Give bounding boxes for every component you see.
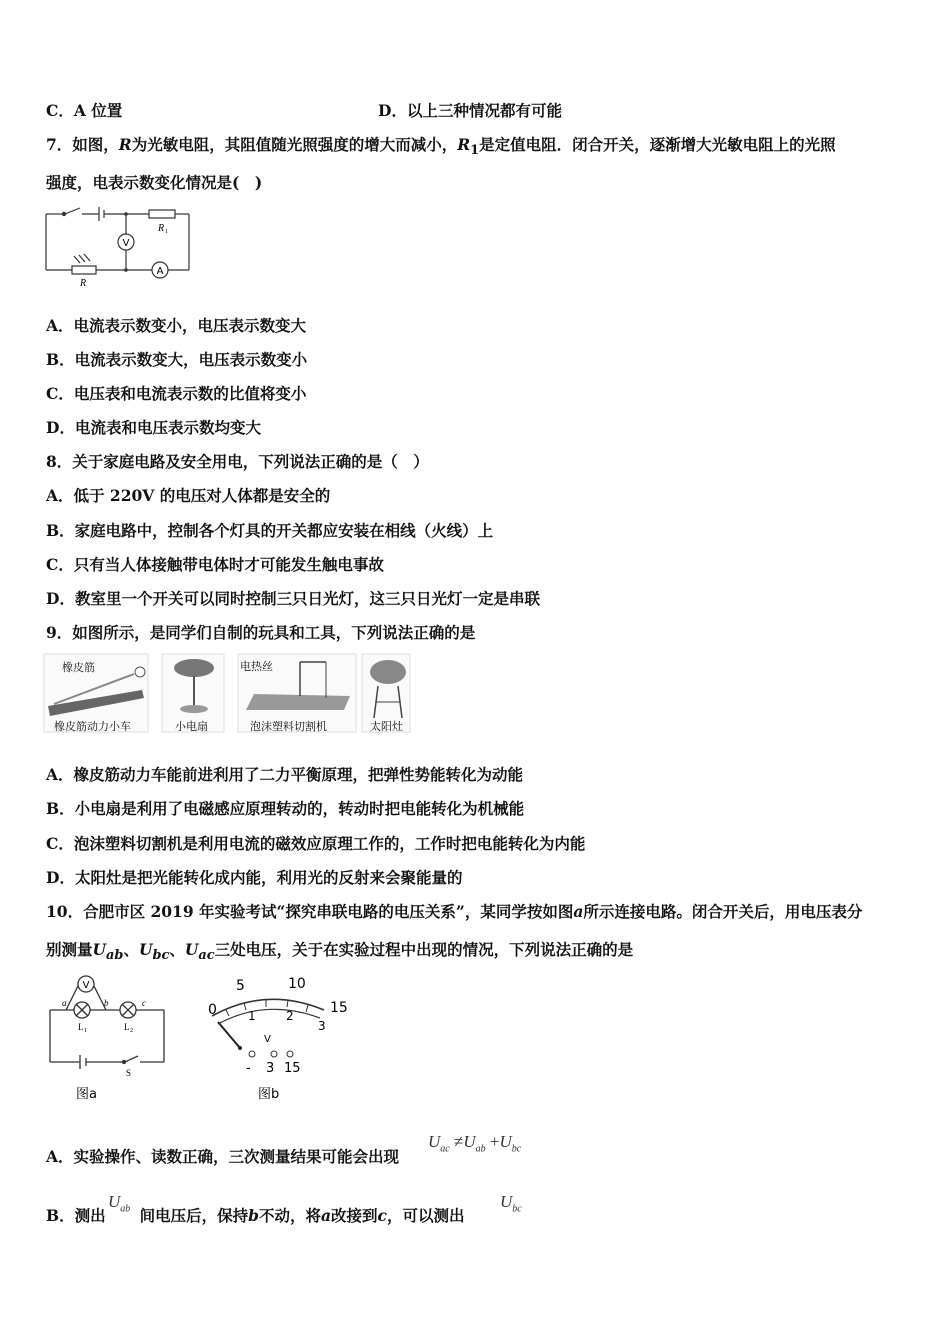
q8-option-a bbox=[46, 486, 330, 506]
q7-option-c-text: C．电压表和电流表示数的比值将变小 bbox=[46, 384, 307, 403]
q10-opt-b-part5: ，可以测出 bbox=[387, 1206, 465, 1225]
q10-fig-a-point-c: c bbox=[142, 998, 146, 1008]
q10-fig-b-tick-0: 0 bbox=[208, 1002, 217, 1018]
q10-opt-b-part3: 不动，将 bbox=[258, 1206, 321, 1225]
q10-opt-a-sub-ac: ac bbox=[440, 1143, 450, 1155]
q10-stem-prefix: 10．合肥市区 2019 年实验考试“探究串联电路的电压关系”，某同学按如图 bbox=[46, 902, 574, 921]
q10-fig-b-tick-5: 5 bbox=[236, 978, 245, 994]
q9-caption-foam-cutter: 泡沫塑料切割机 bbox=[250, 720, 327, 733]
q10-opt-b-part1: B．测出 bbox=[46, 1206, 106, 1225]
q10-opt-a-u-bc: U bbox=[499, 1132, 512, 1151]
q9-option-b bbox=[46, 799, 524, 819]
q10-opt-a-neq: ≠ bbox=[453, 1132, 464, 1151]
q10-opt-a-u-ab: U bbox=[463, 1132, 476, 1151]
q7-stem-r1: R bbox=[457, 135, 471, 154]
q10-opt-a-sub-bc: bc bbox=[511, 1143, 522, 1155]
q7-r1-label: R bbox=[158, 223, 165, 234]
q10-stem-line1 bbox=[46, 902, 862, 922]
q10-fig-a-point-b: b bbox=[104, 998, 109, 1008]
q7-stem-r1-sub: 1 bbox=[470, 143, 480, 159]
q7-option-c bbox=[46, 384, 306, 404]
q7-stem-r: R bbox=[118, 135, 132, 154]
q9-caption-car: 橡皮筋动力小车 bbox=[54, 720, 131, 733]
q6-option-c-text: C．A 位置 bbox=[46, 101, 123, 120]
q8-option-d-text: D．教室里一个开关可以同时控制三只日光灯，这三只日光灯一定是串联 bbox=[46, 589, 540, 608]
q9-option-b-text: B．小电扇是利用了电磁感应原理转动的，转动时把电能转化为机械能 bbox=[46, 799, 525, 818]
q10-stem2-prefix: 别测量 bbox=[46, 940, 93, 959]
q10-fig-b-terminal-neg: - bbox=[246, 1061, 251, 1076]
q7-stem-suffix: 是定值电阻．闭合开关，逐渐增大光敏电阻上的光照 bbox=[479, 135, 836, 154]
q10-opt-a-u-ac: U bbox=[428, 1132, 441, 1151]
q10-stem-suffix: 所示连接电路。闭合开关后，用电压表分 bbox=[583, 902, 863, 921]
q10-option-a-formula bbox=[428, 1132, 521, 1154]
q8-option-a-text: A．低于 220V 的电压对人体都是安全的 bbox=[46, 486, 331, 505]
q7-option-b bbox=[46, 350, 307, 370]
q7-r-label: R bbox=[80, 278, 87, 289]
q9-option-a bbox=[46, 765, 523, 785]
q6-option-d bbox=[378, 101, 562, 121]
q10-fig-b-tick-3: 3 bbox=[318, 1019, 326, 1033]
q7-circuit-diagram bbox=[44, 204, 194, 290]
q9-caption-fan: 小电扇 bbox=[175, 720, 208, 733]
q10-stem2-suffix: 三处电压，关于在实验过程中出现的情况，下列说法正确的是 bbox=[214, 940, 634, 959]
q10-u2: U bbox=[138, 940, 153, 959]
q7-stem-line2-text: 强度，电表示数变化情况是( ) bbox=[46, 173, 263, 192]
q10-option-b-u-ab bbox=[108, 1192, 130, 1214]
q7-stem-line2 bbox=[46, 173, 262, 193]
q6-option-c bbox=[46, 101, 122, 121]
q10-opt-b-u-bc: U bbox=[500, 1192, 513, 1211]
q10-fig-a-caption: 图a bbox=[76, 1087, 97, 1102]
q8-option-b-text: B．家庭电路中，控制各个灯具的开关都应安装在相线（火线）上 bbox=[46, 521, 494, 540]
q9-stem-text: 9．如图所示，是同学们自制的玩具和工具，下列说法正确的是 bbox=[46, 623, 476, 642]
q10-u1: U bbox=[92, 940, 107, 959]
q7-stem-line1 bbox=[46, 135, 836, 161]
q10-opt-b-b: b bbox=[248, 1206, 259, 1225]
q9-option-c-text: C．泡沫塑料切割机是利用电流的磁效应原理工作的，工作时把电能转化为内能 bbox=[46, 834, 586, 853]
q10-fig-b-terminal-3: 3 bbox=[266, 1061, 275, 1076]
q7-voltmeter-label: V bbox=[122, 238, 130, 249]
q10-fig-a-switch-label: S bbox=[126, 1068, 132, 1078]
q7-option-b-text: B．电流表示数变大，电压表示数变小 bbox=[46, 350, 308, 369]
q10-stem-a: a bbox=[573, 902, 584, 921]
q9-stem bbox=[46, 623, 475, 643]
q9-option-c bbox=[46, 834, 585, 854]
q10-fig-b-tick-10: 10 bbox=[288, 976, 306, 992]
q7-stem-mid: 为光敏电阻，其阻值随光照强度的增大而减小， bbox=[131, 135, 458, 154]
q10-fig-a-l1: L bbox=[78, 1022, 84, 1032]
q10-opt-b-sub-bc: bc bbox=[512, 1203, 522, 1215]
q8-option-c bbox=[46, 555, 384, 575]
q10-opt-b-u-ab: U bbox=[108, 1192, 121, 1211]
q10-fig-b-tick-1: 1 bbox=[248, 1009, 256, 1023]
q6-option-d-text: D．以上三种情况都有可能 bbox=[378, 101, 562, 120]
q7-ammeter-label: A bbox=[156, 266, 164, 277]
q10-fig-b-caption: 图b bbox=[258, 1087, 280, 1102]
q8-option-c-text: C．只有当人体接触带电体时才可能发生触电事故 bbox=[46, 555, 384, 574]
q10-fig-b-tick-2: 2 bbox=[286, 1009, 294, 1023]
q10-opt-b-sub-ab: ab bbox=[120, 1203, 131, 1215]
q8-option-b bbox=[46, 521, 493, 541]
q10-option-a-text: A．实验操作、读数正确，三次测量结果可能会出现 bbox=[46, 1147, 400, 1166]
q10-sep2: 、 bbox=[169, 940, 185, 959]
q10-opt-b-c: c bbox=[377, 1206, 387, 1225]
q10-opt-a-plus: + bbox=[489, 1132, 500, 1151]
q10-fig-a-voltmeter-label: V bbox=[82, 980, 90, 991]
q10-sub-ac: ac bbox=[198, 948, 215, 964]
q9-caption-solar-cooker: 太阳灶 bbox=[370, 720, 403, 733]
q7-option-d-text: D．电流表和电压表示数均变大 bbox=[46, 418, 261, 437]
q10-fig-a-point-a: a bbox=[62, 998, 67, 1008]
q7-stem-prefix: 7．如图， bbox=[46, 135, 119, 154]
q7-option-a bbox=[46, 316, 306, 336]
q10-option-b-u-bc bbox=[500, 1192, 522, 1214]
q10-opt-a-sub-ab: ab bbox=[475, 1143, 486, 1155]
q8-stem bbox=[46, 452, 429, 472]
q10-sub-bc: bc bbox=[152, 948, 170, 964]
q10-stem-line2 bbox=[46, 940, 633, 966]
q9-figure bbox=[44, 654, 410, 734]
q9-option-a-text: A．橡皮筋动力车能前进利用了二力平衡原理，把弹性势能转化为动能 bbox=[46, 765, 524, 784]
q8-option-d bbox=[46, 589, 540, 609]
q10-opt-b-part4: 改接到 bbox=[331, 1206, 378, 1225]
q10-figure-b bbox=[196, 972, 346, 1106]
q10-fig-b-terminal-15: 15 bbox=[284, 1061, 301, 1076]
q9-option-d bbox=[46, 868, 462, 888]
q9-option-d-text: D．太阳灶是把光能转化成内能，利用光的反射来会聚能量的 bbox=[46, 868, 463, 887]
q10-u3: U bbox=[184, 940, 199, 959]
q10-option-a bbox=[46, 1147, 399, 1167]
q9-heating-wire-label: 电热丝 bbox=[240, 660, 273, 673]
q7-option-a-text: A．电流表示数变小，电压表示数变大 bbox=[46, 316, 307, 335]
q10-opt-b-part2: 间电压后，保持 bbox=[139, 1206, 249, 1225]
q10-fig-a-l1-sub: 1 bbox=[84, 1028, 87, 1034]
q10-fig-b-tick-15: 15 bbox=[330, 1000, 348, 1016]
q8-stem-text: 8．关于家庭电路及安全用电，下列说法正确的是（ ） bbox=[46, 452, 429, 471]
q10-sep1: 、 bbox=[123, 940, 139, 959]
q10-fig-a-l2-sub: 2 bbox=[130, 1028, 133, 1034]
q10-fig-a-l2: L bbox=[124, 1022, 130, 1032]
q7-r1-sub-label: 1 bbox=[165, 229, 168, 235]
q10-sub-ab: ab bbox=[106, 948, 124, 964]
q10-fig-b-unit: V bbox=[264, 1034, 271, 1045]
q10-opt-b-a: a bbox=[320, 1206, 332, 1225]
q10-figure-a bbox=[46, 972, 168, 1104]
q7-option-d bbox=[46, 418, 261, 438]
q9-rubber-band-label: 橡皮筋 bbox=[62, 661, 95, 674]
